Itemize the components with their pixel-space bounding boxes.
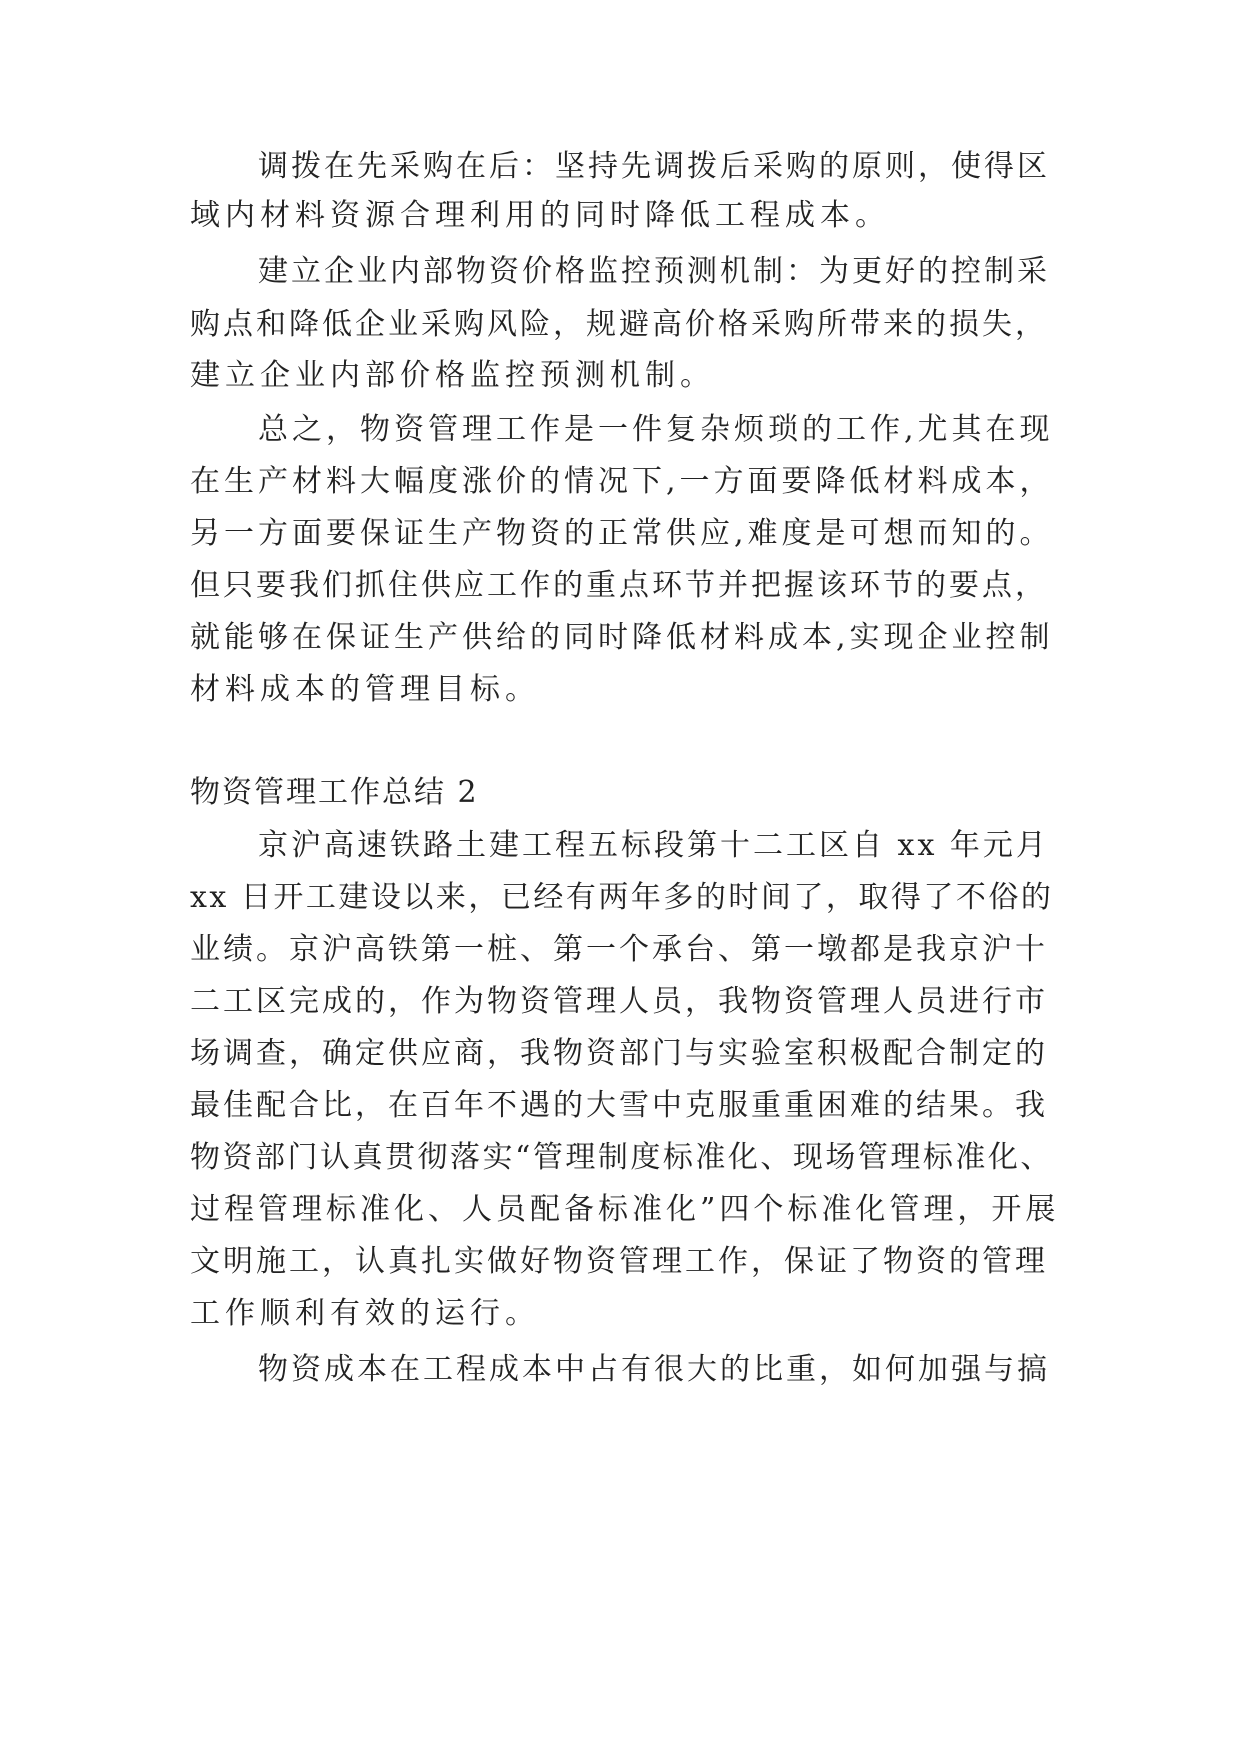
paragraph-line: 总之，物资管理工作是一件复杂烦琐的工作,尤其在现 <box>258 412 1054 447</box>
paragraph-line: 调拨在先采购在后：坚持先调拨后采购的原则，使得区 <box>258 149 1050 184</box>
paragraph-line: 物资部门认真贯彻落实“管理制度标准化、现场管理标准化、 <box>190 1140 1053 1175</box>
paragraph-line: xx 日开工建设以来，已经有两年多的时间了，取得了不俗的 <box>190 880 1054 915</box>
paragraph-line: 就能够在保证生产供给的同时降低材料成本,实现企业控制 <box>190 620 1054 655</box>
paragraph-line: 物资成本在工程成本中占有很大的比重，如何加强与搞 <box>258 1352 1050 1387</box>
section-title: 物资管理工作总结 2 <box>190 775 479 810</box>
paragraph-line: 另一方面要保证生产物资的正常供应,难度是可想而知的。 <box>190 516 1054 551</box>
paragraph-line: 域内材料资源合理利用的同时降低工程成本。 <box>190 198 890 233</box>
paragraph-line: 过程管理标准化、人员配备标准化”四个标准化管理，开展 <box>190 1192 1060 1227</box>
paragraph-line: 工作顺利有效的运行。 <box>190 1296 540 1331</box>
paragraph-line: 建立企业内部物资价格监控预测机制：为更好的控制采 <box>258 254 1050 289</box>
paragraph-line: 材料成本的管理目标。 <box>190 672 540 707</box>
paragraph-line: 业绩。京沪高铁第一桩、第一个承台、第一墩都是我京沪十 <box>190 932 1048 967</box>
paragraph-line: 场调查，确定供应商，我物资部门与实验室积极配合制定的 <box>190 1036 1048 1071</box>
paragraph-line: 最佳配合比，在百年不遇的大雪中克服重重困难的结果。我 <box>190 1088 1048 1123</box>
paragraph-line: 京沪高速铁路土建工程五标段第十二工区自 xx 年元月 <box>258 828 1049 863</box>
paragraph-line: 二工区完成的，作为物资管理人员，我物资管理人员进行市 <box>190 984 1048 1019</box>
paragraph-line: 文明施工，认真扎实做好物资管理工作，保证了物资的管理 <box>190 1244 1048 1279</box>
paragraph-line: 购点和降低企业采购风险，规避高价格采购所带来的损失， <box>190 307 1048 342</box>
paragraph-line: 建立企业内部价格监控预测机制。 <box>190 358 715 393</box>
paragraph-line: 在生产材料大幅度涨价的情况下,一方面要降低材料成本， <box>190 464 1054 499</box>
paragraph-line: 但只要我们抓住供应工作的重点环节并把握该环节的要点， <box>190 568 1048 603</box>
